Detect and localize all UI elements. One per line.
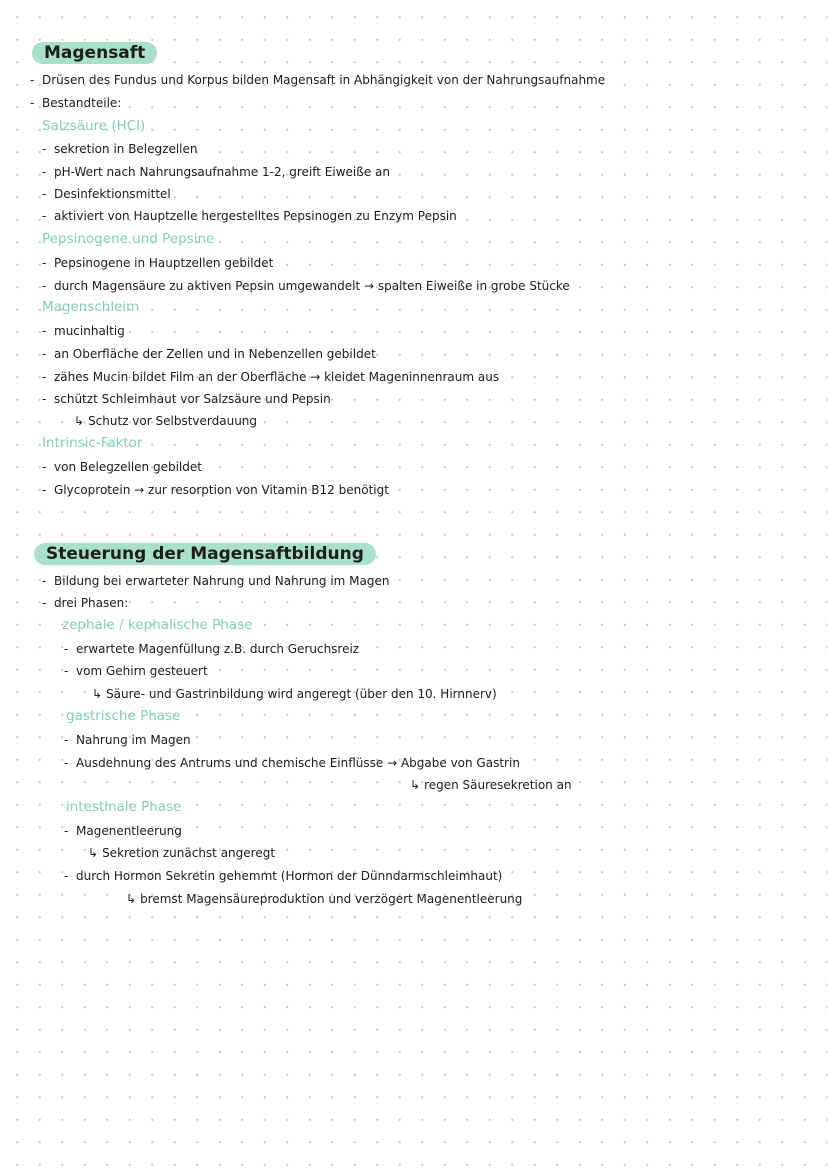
return-arrow-icon: ↳ (88, 846, 99, 860)
list-item: - Desinfektionsmittel (42, 187, 171, 201)
return-arrow-icon: ↳ (92, 687, 103, 701)
return-arrow-icon: ↳ (74, 414, 85, 428)
list-subitem: ↳ bremst Magensäureproduktion und verzögert Magenentleerung (126, 892, 523, 906)
list-item: - zähes Mucin bildet Film an der Oberfläche → kleidet Mageninnenraum aus (42, 370, 500, 384)
list-item: - schützt Schleimhaut vor Salzsäure und Pepsin (42, 392, 331, 406)
intro-line-2: - Bestandteile: (30, 96, 122, 110)
list-item: - erwartete Magenfüllung z.B. durch Geruchsreiz (64, 642, 360, 656)
list-item: - durch Magensäure zu aktiven Pepsin umgewandelt → spalten Eiweiße in grobe Stücke (42, 279, 570, 293)
subheading-intestinal: intestinale Phase (66, 799, 182, 815)
subheading-magenschleim: Magenschleim (42, 299, 140, 315)
list-item: - Nahrung im Magen (64, 733, 191, 747)
section-title-steuerung: Steuerung der Magensaftbildung (34, 543, 376, 565)
subheading-intrinsic: Intrinsic-Faktor (42, 435, 143, 451)
list-subitem: ↳ Schutz vor Selbstverdauung (74, 414, 258, 428)
subheading-salzsaeure: Salzsäure (HCl) (42, 118, 146, 134)
list-item: - Magenentleerung (64, 824, 182, 838)
list-item: - an Oberfläche der Zellen und in Nebenzellen gebildet (42, 347, 376, 361)
list-subitem: ↳ Sekretion zunächst angeregt (88, 846, 276, 860)
list-item: - durch Hormon Sekretin gehemmt (Hormon der Dünndarmschleimhaut) (64, 869, 503, 883)
subheading-gastrisch: gastrische Phase (66, 708, 181, 724)
list-item: - mucinhaltig (42, 324, 125, 338)
intro-line-1: - Bildung bei erwarteter Nahrung und Nahrung im Magen (42, 574, 390, 588)
list-item: - sekretion in Belegzellen (42, 142, 198, 156)
list-item: - aktiviert von Hauptzelle hergestelltes Pepsinogen zu Enzym Pepsin (42, 209, 457, 223)
list-item: - Pepsinogene in Hauptzellen gebildet (42, 256, 274, 270)
list-item: - von Belegzellen gebildet (42, 460, 202, 474)
subheading-pepsine: Pepsinogene und Pepsine (42, 231, 215, 247)
return-arrow-icon: ↳ (126, 892, 137, 906)
subheading-zephale: zephale / kephalische Phase (62, 617, 253, 633)
intro-text: Drüsen des Fundus und Korpus bilden Magensaft in Abhängigkeit von der Nahrungsaufnahme (42, 73, 606, 87)
list-item: - vom Gehirn gesteuert (64, 664, 208, 678)
list-subitem: ↳ Säure- und Gastrinbildung wird angeregt (über den 10. Hirnnerv) (92, 687, 497, 701)
list-item: - pH-Wert nach Nahrungsaufnahme 1-2, greift Eiweiße an (42, 165, 390, 179)
intro-line-1: - Drüsen des Fundus und Korpus bilden Magensaft in Abhängigkeit von der Nahrungsaufnahme (30, 73, 606, 87)
list-subitem: ↳ regen Säuresekretion an (410, 778, 572, 792)
intro-line-2: - drei Phasen: (42, 596, 129, 610)
intro-text: Bestandteile: (42, 96, 122, 110)
return-arrow-icon: ↳ (410, 778, 421, 792)
section-title-magensaft: Magensaft (32, 42, 157, 64)
list-item: - Ausdehnung des Antrums und chemische Einflüsse → Abgabe von Gastrin (64, 756, 520, 770)
list-item: - Glycoprotein → zur resorption von Vitamin B12 benötigt (42, 483, 389, 497)
